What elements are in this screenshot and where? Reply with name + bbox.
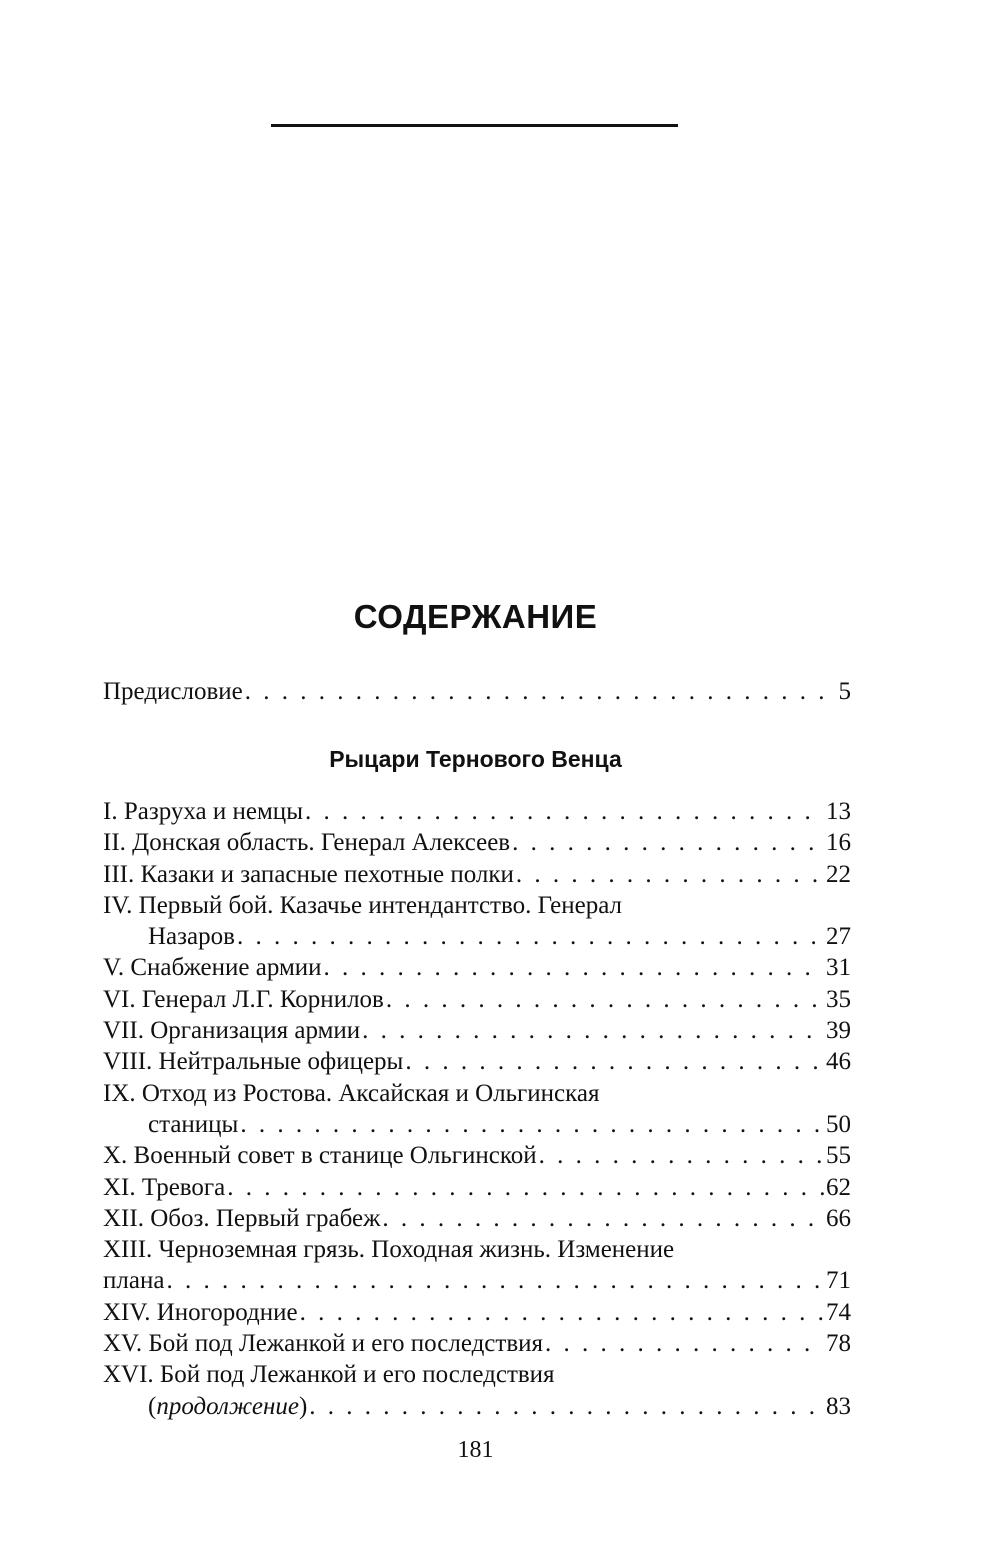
toc-entry-title: VI. Генерал Л.Г. Корнилов <box>103 985 384 1013</box>
toc-entry-title: II. Донская область. Генерал Алексеев <box>103 829 511 857</box>
continuation-note: продолжение <box>156 1392 299 1420</box>
toc-entry-page: 46 <box>826 1048 851 1076</box>
toc-entry <box>103 827 851 858</box>
toc-entry-title: V. Снабжение армии <box>103 954 322 982</box>
toc-entry-page: 71 <box>826 1267 851 1295</box>
toc-entry-line2 <box>103 1109 851 1140</box>
toc-entry <box>103 1015 851 1046</box>
toc-entry <box>103 984 851 1015</box>
toc-entry-page: 83 <box>826 1392 851 1420</box>
toc-entry-title: IV. Первый бой. Казачье интендантство. Генерал <box>103 891 623 919</box>
toc-entry-title: XIV. Иногородние <box>103 1298 298 1326</box>
dot-leader <box>309 1391 824 1422</box>
toc-entry-page: 74 <box>826 1298 851 1326</box>
toc-entry <box>103 1172 851 1203</box>
toc-entry-title: VIII. Нейтральные офицеры <box>103 1048 404 1076</box>
dot-leader <box>362 1015 824 1046</box>
dot-leader <box>405 1046 824 1077</box>
toc-entry-title: Предисловие <box>103 678 243 705</box>
toc-entry-title-cont: плана <box>103 1267 165 1295</box>
toc-entry <box>103 796 851 827</box>
toc-entry-page: 5 <box>838 678 851 705</box>
toc-entry-line1 <box>103 1078 851 1109</box>
toc-entry-page: 13 <box>826 798 851 825</box>
toc-entry-title: VII. Организация армии <box>103 1017 361 1045</box>
toc-entry-title-cont <box>148 1391 307 1422</box>
toc-entry-line2 <box>103 1265 851 1296</box>
toc-chapters <box>103 796 851 1422</box>
page-title: СОДЕРЖАНИЕ <box>353 598 598 635</box>
toc-entry <box>103 859 851 890</box>
dot-leader <box>516 859 824 890</box>
toc-entry-title-cont: станицы <box>148 1110 239 1138</box>
dot-leader <box>240 1109 824 1140</box>
dot-leader <box>539 1140 824 1171</box>
toc-entry <box>103 1328 851 1359</box>
toc-entry-page: 78 <box>826 1330 851 1358</box>
toc-entry <box>103 1140 851 1171</box>
toc-entry-title: XI. Тревога <box>103 1173 226 1201</box>
toc-entry-title: XIII. Черноземная грязь. Походная жизнь. Изменение <box>103 1236 675 1264</box>
page-number: 181 <box>457 1437 494 1463</box>
dot-leader <box>245 676 837 707</box>
toc-entry-page: 62 <box>826 1173 851 1201</box>
dot-leader <box>237 921 824 952</box>
toc-entry-page: 39 <box>826 1017 851 1045</box>
paren-close: ) <box>298 1392 308 1420</box>
toc-entry-title: IX. Отход из Ростова. Аксайская и Ольгинская <box>103 1079 600 1107</box>
dot-leader <box>386 984 824 1015</box>
paren-open: ( <box>148 1392 157 1420</box>
toc-entry-line2 <box>103 1391 851 1422</box>
toc-entry-page: 16 <box>826 829 851 857</box>
toc-entry-page: 27 <box>826 923 851 951</box>
toc-entry-page: 50 <box>826 1110 851 1138</box>
toc-entry-line1 <box>103 1234 851 1265</box>
toc-entry-page: 66 <box>826 1204 851 1232</box>
dot-leader <box>382 1203 824 1234</box>
dot-leader <box>166 1265 824 1296</box>
section-title: Рыцари Тернового Венца <box>329 746 622 772</box>
dot-leader <box>305 796 824 827</box>
dot-leader <box>545 1328 824 1359</box>
toc-entry-line1 <box>103 890 851 921</box>
toc-entry-line2 <box>103 921 851 952</box>
toc-entry-title: XVI. Бой под Лежанкой и его последствия <box>103 1361 555 1389</box>
toc-entry-title: XII. Обоз. Первый грабеж <box>103 1204 381 1232</box>
toc-entry-page: 31 <box>826 954 851 982</box>
toc-entry-page: 55 <box>826 1142 851 1170</box>
toc-entry-line1 <box>103 1359 851 1390</box>
toc-preface <box>103 676 851 707</box>
dot-leader <box>227 1172 824 1203</box>
top-rule <box>271 124 678 127</box>
toc-entry <box>103 1046 851 1077</box>
toc-entry-page: 35 <box>826 985 851 1013</box>
dot-leader <box>512 827 824 858</box>
toc-entry-title-cont: Назаров <box>148 923 235 951</box>
toc-entry <box>103 1203 851 1234</box>
toc-entry-title: X. Военный совет в станице Ольгинской <box>103 1142 537 1170</box>
toc-entry-title: I. Разруха и немцы <box>103 798 303 825</box>
dot-leader <box>324 952 824 983</box>
toc-entry <box>103 1297 851 1328</box>
toc-entry-preface <box>103 676 851 707</box>
toc-entry-title: XV. Бой под Лежанкой и его последствия <box>103 1330 544 1358</box>
toc-entry-page: 22 <box>826 860 851 888</box>
toc-entry <box>103 952 851 983</box>
toc-entry-title: III. Казаки и запасные пехотные полки <box>103 860 514 888</box>
dot-leader <box>300 1297 824 1328</box>
